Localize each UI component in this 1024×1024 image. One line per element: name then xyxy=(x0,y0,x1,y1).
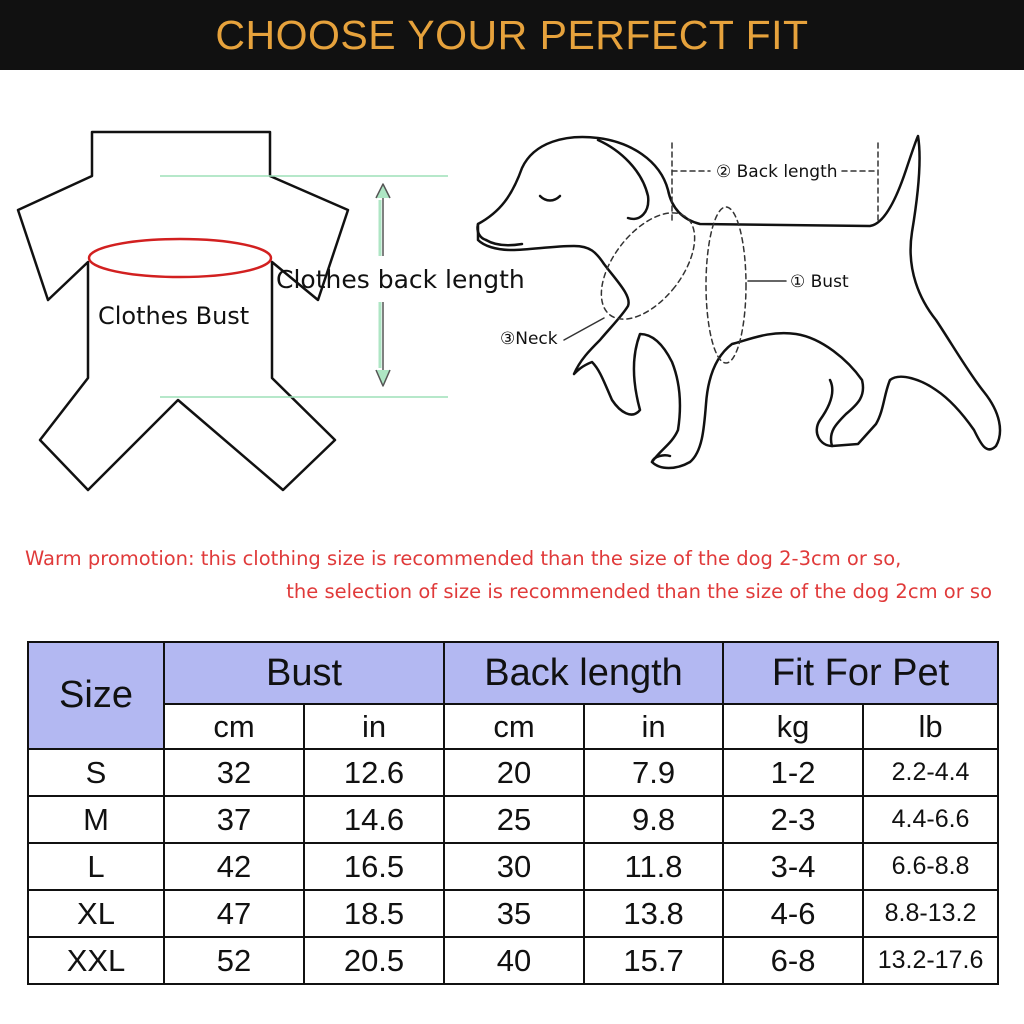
notice-line-1: Warm promotion: this clothing size is recommended than the size of the dog 2-3cm or so, xyxy=(25,547,902,570)
notice-line-2: the selection of size is recommended than the size of the dog 2cm or so xyxy=(286,580,992,603)
back-length-arrow-down xyxy=(376,302,390,386)
bust-in-cell: 18.5 xyxy=(304,890,444,937)
dog-diagram xyxy=(477,136,1000,468)
bust-in-cell: 14.6 xyxy=(304,796,444,843)
clothes-bust-outline xyxy=(89,239,271,277)
unit-back-cm: cm xyxy=(444,704,584,749)
weight-lb-cell: 8.8-13.2 xyxy=(863,890,998,937)
table-row xyxy=(28,749,998,796)
weight-kg-cell: 1-2 xyxy=(723,749,863,796)
back-in-cell: 9.8 xyxy=(584,796,723,843)
dog-neck-label: ③Neck xyxy=(500,329,558,349)
back-cm-cell: 20 xyxy=(444,749,584,796)
bust-in-cell: 12.6 xyxy=(304,749,444,796)
bust-cm-cell: 32 xyxy=(164,749,304,796)
dog-bust-label: ① Bust xyxy=(790,272,849,292)
back-length-header: Back length xyxy=(444,642,723,704)
dog-eye xyxy=(540,196,560,201)
size-header: Size xyxy=(28,642,164,749)
size-cell: XL xyxy=(28,890,164,937)
dog-mouth xyxy=(486,240,522,245)
bust-header: Bust xyxy=(164,642,444,704)
bust-in-cell: 20.5 xyxy=(304,937,444,984)
back-in-cell: 15.7 xyxy=(584,937,723,984)
dog-ear xyxy=(598,140,648,219)
size-chart-table xyxy=(27,641,999,985)
weight-kg-cell: 4-6 xyxy=(723,890,863,937)
title-banner xyxy=(0,0,1024,70)
back-in-cell: 13.8 xyxy=(584,890,723,937)
table-row xyxy=(28,796,998,843)
back-cm-cell: 30 xyxy=(444,843,584,890)
bust-in-cell: 16.5 xyxy=(304,843,444,890)
size-cell: L xyxy=(28,843,164,890)
clothes-back-length-label: Clothes back length xyxy=(276,265,525,294)
dog-outline xyxy=(478,136,1000,468)
back-length-guide xyxy=(672,143,878,224)
weight-lb-cell: 4.4-6.6 xyxy=(863,796,998,843)
bust-cm-cell: 42 xyxy=(164,843,304,890)
size-cell: S xyxy=(28,749,164,796)
bust-cm-cell: 37 xyxy=(164,796,304,843)
weight-lb-cell: 2.2-4.4 xyxy=(863,749,998,796)
fit-for-pet-header: Fit For Pet xyxy=(723,642,998,704)
unit-bust-in: in xyxy=(304,704,444,749)
weight-lb-cell: 13.2-17.6 xyxy=(863,937,998,984)
table-row xyxy=(28,843,998,890)
size-cell: M xyxy=(28,796,164,843)
bust-cm-cell: 52 xyxy=(164,937,304,984)
back-length-arrow-up xyxy=(376,184,390,256)
unit-weight-lb: lb xyxy=(863,704,998,749)
unit-back-in: in xyxy=(584,704,723,749)
page-title: CHOOSE YOUR PERFECT FIT xyxy=(215,11,809,58)
weight-kg-cell: 6-8 xyxy=(723,937,863,984)
measurement-illustrations xyxy=(0,70,1024,520)
unit-bust-cm: cm xyxy=(164,704,304,749)
back-in-cell: 11.8 xyxy=(584,843,723,890)
back-cm-cell: 40 xyxy=(444,937,584,984)
clothes-bust-label: Clothes Bust xyxy=(98,302,250,330)
weight-kg-cell: 2-3 xyxy=(723,796,863,843)
unit-weight-kg: kg xyxy=(723,704,863,749)
dog-front-paw xyxy=(652,455,670,462)
table-row xyxy=(28,890,998,937)
weight-lb-cell: 6.6-8.8 xyxy=(863,843,998,890)
table-row xyxy=(28,937,998,984)
back-cm-cell: 35 xyxy=(444,890,584,937)
size-cell: XXL xyxy=(28,937,164,984)
back-cm-cell: 25 xyxy=(444,796,584,843)
bust-cm-cell: 47 xyxy=(164,890,304,937)
dog-back-length-label: ② Back length xyxy=(716,162,838,182)
weight-kg-cell: 3-4 xyxy=(723,843,863,890)
back-in-cell: 7.9 xyxy=(584,749,723,796)
